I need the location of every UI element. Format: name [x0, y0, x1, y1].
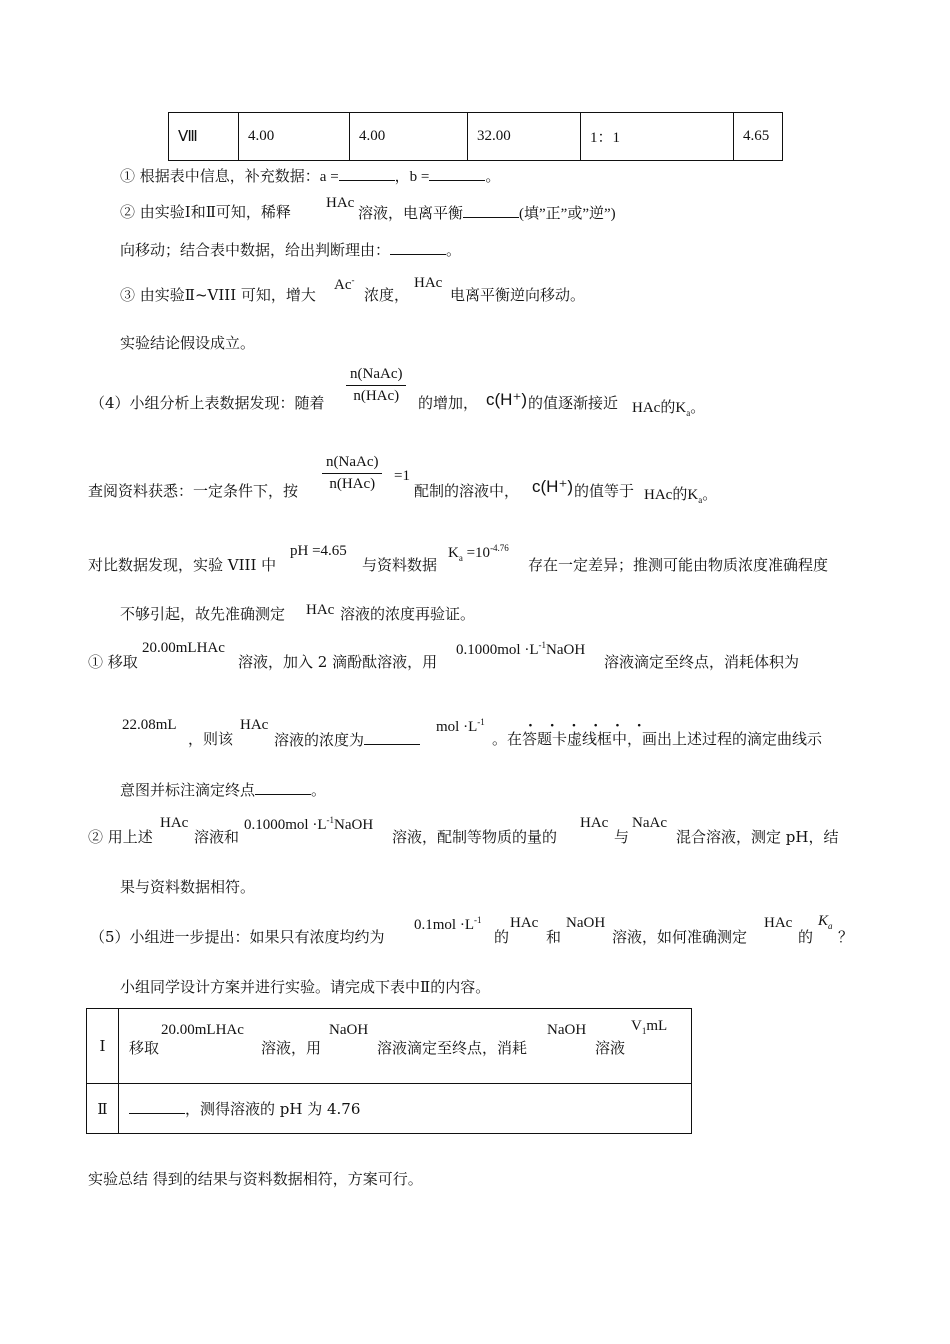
- q4-line2-post: 的值等于: [574, 482, 635, 500]
- q4-line2-mid: 配制的溶液中，: [414, 482, 520, 500]
- plan-volume: 20.00mLHAc: [161, 1022, 244, 1038]
- table-cell: 32.00: [468, 113, 581, 161]
- answer-blank-b: [429, 168, 485, 181]
- q3-item3-post: 电离平衡逆向移动。: [450, 286, 586, 304]
- answer-blank-a: [339, 168, 395, 181]
- q4-line3: 对比数据发现，实验 VIII 中: [88, 556, 277, 574]
- volume-hac: 20.00mLHAc: [142, 640, 225, 656]
- q3-item1: ① 根据表中信息，补充数据：a = ，b = 。: [120, 167, 501, 185]
- q5-and: 和: [546, 928, 562, 946]
- q4-line4-post: 溶液的浓度再验证。: [340, 605, 476, 623]
- table-cell: 4.00: [239, 113, 350, 161]
- ka-symbol: $K_a$: [818, 913, 833, 931]
- q5-mid: 溶液，如何准确测定: [612, 928, 748, 946]
- q4-step2-post: 混合溶液，测定 pH，结: [676, 828, 839, 846]
- answer-blank-reason: [390, 242, 446, 255]
- q4-line1-post: 的值逐渐接近: [528, 394, 619, 412]
- plan-row-label: Ⅰ: [87, 1009, 119, 1084]
- q3-item2-line2: 向移动；结合表中数据，给出判断理由： 。: [120, 241, 462, 259]
- q5-line1: （5）小组进一步提出：如果只有浓度均约为: [90, 928, 385, 946]
- plan-row-2: ，测得溶液的 pH 为 4.76: [119, 1084, 692, 1134]
- formula-hac: HAc: [510, 915, 539, 931]
- q4-line2: 查阅资料获悉：一定条件下，按: [88, 482, 299, 500]
- table-cell: 1：1: [581, 113, 734, 161]
- q4-step1-mid: 溶液，加入 2 滴酚酞溶液，用: [238, 653, 438, 671]
- formula-hac: HAc: [326, 195, 355, 211]
- naoh-concentration: $0.1000mol \cdot L^{-1}NaOH$: [244, 815, 374, 833]
- q4-step2-l2: 果与资料数据相符。: [120, 878, 256, 896]
- ka-literature: $K_a =10^{-4.76}$: [448, 543, 509, 563]
- table-cell: Ⅷ: [169, 113, 239, 161]
- formula-ac-ion: Ac-: [334, 275, 355, 293]
- q4-line4: 不够引起，故先准确测定: [120, 605, 286, 623]
- plan-text: 溶液，用: [261, 1039, 322, 1057]
- naoh-concentration: $0.1000mol \cdot L^{-1}NaOH$: [456, 640, 586, 658]
- fraction-naac-hac: n(NaAc) n(HAc): [346, 366, 406, 405]
- q4-line3-mid: 与资料数据: [362, 556, 438, 574]
- q4-line1: （4）小组分析上表数据发现：随着: [90, 394, 325, 412]
- q4-step2-mid: 溶液和: [194, 828, 240, 846]
- plan-row-label: Ⅱ: [87, 1084, 119, 1134]
- answer-blank-conc: [364, 732, 420, 745]
- q4-step2: ② 用上述: [88, 828, 153, 846]
- plan-row-1: [119, 1009, 692, 1084]
- formula-hac: HAc: [306, 602, 335, 618]
- q3-item2-mid: 溶液，电离平衡 (填”正”或”逆”): [358, 204, 616, 222]
- answer-blank-direction: [463, 205, 519, 218]
- formula-c-h: c(H⁺): [486, 390, 528, 409]
- q4-step2-mid2: 溶液，配制等物质的量的: [392, 828, 558, 846]
- conc-0-1: $0.1mol \cdot L^{-1}$: [414, 915, 482, 933]
- volume-consumed: 22.08mL: [122, 717, 177, 733]
- formula-hac: HAc: [414, 275, 443, 291]
- q4-step1-l2a: ，则该: [188, 730, 234, 748]
- emphasis-dots: · · · · · ·: [528, 718, 648, 734]
- formula-hac: HAc: [240, 717, 269, 733]
- q5-question-mark: ？: [838, 928, 854, 946]
- q3-conclusion: 实验结论假设成立。: [120, 334, 256, 352]
- formula-naac: NaAc: [632, 815, 667, 831]
- experiment-summary: 实验总结 得到的结果与资料数据相符，方案可行。: [88, 1170, 423, 1188]
- q4-step1: ① 移取: [88, 653, 138, 671]
- formula-c-h: c(H⁺): [532, 477, 574, 496]
- ka-of-hac: HAc的$K_a$。: [644, 485, 718, 505]
- answer-blank-curve: [255, 782, 311, 795]
- unit-mol-l: mol $\cdot L^{-1}$: [436, 717, 485, 735]
- q4-line3-post: 存在一定差异；推测可能由物质浓度准确程度: [528, 556, 829, 574]
- formula-naoh: NaOH: [547, 1022, 587, 1038]
- ka-of-hac: HAc的$K_a$。: [632, 398, 706, 418]
- data-table-row-viii: [168, 112, 783, 161]
- q5-of: 的: [798, 928, 814, 946]
- q5-of: 的: [494, 928, 510, 946]
- table-cell: 4.65: [734, 113, 783, 161]
- volume-v1: $V_1mL$: [631, 1018, 668, 1036]
- plan-text: 溶液: [595, 1039, 626, 1057]
- q4-step1-post: 溶液滴定至终点，消耗体积为: [604, 653, 800, 671]
- formula-naoh: NaOH: [566, 915, 606, 931]
- q4-line1-mid: 的增加，: [418, 394, 479, 412]
- fraction-naac-hac-2: n(NaAc) n(HAc): [322, 454, 382, 493]
- q4-step1-l2c: 。在答题卡虚线框中，画出上述过程的滴定曲线示: [492, 730, 823, 748]
- equals-one: =1: [394, 468, 410, 484]
- plan-text: 溶液滴定至终点，消耗: [377, 1039, 528, 1057]
- q3-item2: ② 由实验Ⅰ和Ⅱ可知，稀释: [120, 203, 291, 221]
- formula-hac: HAc: [580, 815, 609, 831]
- plan-table: [86, 1008, 692, 1134]
- q3-item3: ③ 由实验Ⅱ~VIII 可知，增大: [120, 286, 316, 304]
- q4-step2-and: 与: [614, 828, 630, 846]
- plan-text: 移取: [129, 1039, 160, 1057]
- ph-value: pH =4.65: [290, 543, 347, 559]
- formula-naoh: NaOH: [329, 1022, 369, 1038]
- answer-blank-plan: [129, 1101, 185, 1114]
- table-cell: 4.00: [350, 113, 468, 161]
- formula-hac: HAc: [764, 915, 793, 931]
- q5-line2: 小组同学设计方案并进行实验。请完成下表中Ⅱ的内容。: [120, 978, 491, 996]
- q4-step1-l2b: 溶液的浓度为: [274, 732, 420, 748]
- formula-hac: HAc: [160, 815, 189, 831]
- q3-item3-mid: 浓度，: [364, 286, 410, 304]
- q4-step1-l3: 意图并标注滴定终点 。: [120, 781, 327, 799]
